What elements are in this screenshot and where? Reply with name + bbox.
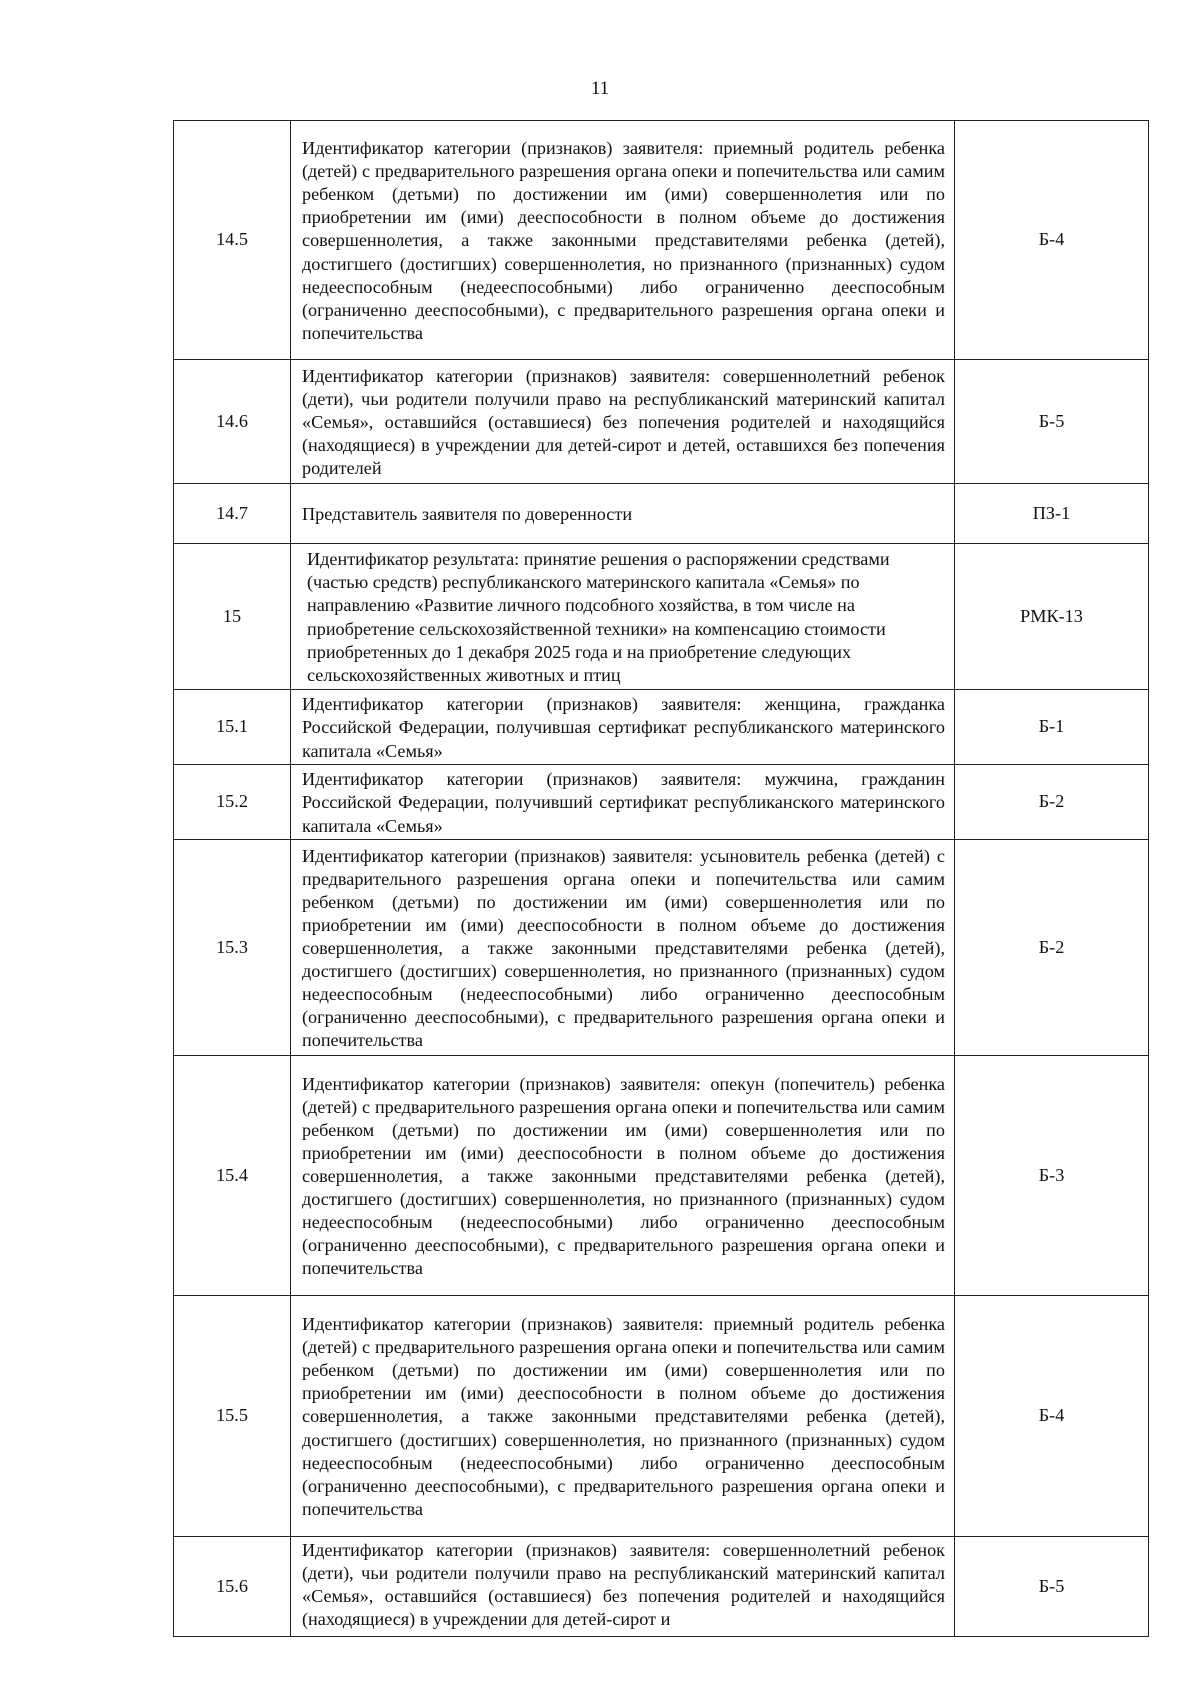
row-number: 15.3 <box>174 840 291 1056</box>
table-row <box>174 360 1149 484</box>
row-description: Представитель заявителя по доверенности <box>291 484 955 544</box>
row-number: 15.1 <box>174 690 291 765</box>
table-row <box>174 1296 1149 1537</box>
row-number: 15.4 <box>174 1056 291 1296</box>
row-number: 15 <box>174 544 291 690</box>
row-code: Б-2 <box>955 840 1149 1056</box>
row-description: Идентификатор категории (признаков) заявителя: усыновитель ребенка (детей) с предварительного разрешения органа опеки и попечительства или самим ребенком (детьми) по достижении им (ими) совершеннолетия или по приобретении им (ими) дееспособности в полном объеме до достижения совершеннолетия, а также законными представителями ребенка (детей), достигшего (достигших) совершеннолетия, но признанного (признанных) судом недееспособным (недееспособными) либо ограниченно дееспособным (ограниченно дееспособными), с предварительного разрешения органа опеки и попечительства <box>291 840 955 1056</box>
row-code: Б-5 <box>955 360 1149 484</box>
table-row <box>174 1056 1149 1296</box>
row-description: Идентификатор категории (признаков) заявителя: приемный родитель ребенка (детей) с предварительного разрешения органа опеки и попечительства или самим ребенком (детьми) по достижении им (ими) совершеннолетия или по приобретении им (ими) дееспособности в полном объеме до достижения совершеннолетия, а также законными представителями ребенка (детей), достигшего (достигших) совершеннолетия, но признанного (признанных) судом недееспособным (недееспособными) либо ограниченно дееспособным (ограниченно дееспособными), с предварительного разрешения органа опеки и попечительства <box>291 1296 955 1537</box>
row-description: Идентификатор категории (признаков) заявителя: опекун (попечитель) ребенка (детей) с предварительного разрешения органа опеки и попечительства или самим ребенком (детьми) по достижении им (ими) совершеннолетия или по приобретении им (ими) дееспособности в полном объеме до достижения совершеннолетия, а также законными представителями ребенка (детей), достигшего (достигших) совершеннолетия, но признанного (признанных) судом недееспособным (недееспособными) либо ограниченно дееспособным (ограниченно дееспособными), с предварительного разрешения органа опеки и попечительства <box>291 1056 955 1296</box>
row-description: Идентификатор категории (признаков) заявителя: мужчина, гражданин Российской Федерации, получивший сертификат республиканского материнского капитала «Семья» <box>291 765 955 840</box>
row-number: 14.6 <box>174 360 291 484</box>
row-code: Б-1 <box>955 690 1149 765</box>
table-row <box>174 121 1149 360</box>
row-description: Идентификатор результата: принятие решения о распоряжении средствами (частью средств) республиканского материнского капитала «Семья» по направлению «Развитие личного подсобного хозяйства, в том числе на приобретение сельскохозяйственной техники» на компенсацию стоимости приобретенных до 1 декабря 2025 года и на приобретение следующих сельскохозяйственных животных и птиц <box>291 544 955 690</box>
table-row <box>174 765 1149 840</box>
row-code: Б-4 <box>955 121 1149 360</box>
row-description: Идентификатор категории (признаков) заявителя: женщина, гражданка Российской Федерации, получившая сертификат республиканского материнского капитала «Семья» <box>291 690 955 765</box>
row-number: 15.2 <box>174 765 291 840</box>
row-code: Б-3 <box>955 1056 1149 1296</box>
row-description: Идентификатор категории (признаков) заявителя: совершеннолетний ребенок (дети), чьи родители получили право на республиканский материнский капитал «Семья», оставшийся (оставшиеся) без попечения родителей и находящийся (находящиеся) в учреждении для детей-сирот и <box>291 1537 955 1637</box>
row-description: Идентификатор категории (признаков) заявителя: совершеннолетний ребенок (дети), чьи родители получили право на республиканский материнский капитал «Семья», оставшийся (оставшиеся) без попечения родителей и находящийся (находящиеся) в учреждении для детей-сирот и детей, оставшихся без попечения родителей <box>291 360 955 484</box>
row-code: Б-2 <box>955 765 1149 840</box>
page-number: 11 <box>590 78 610 99</box>
row-code: Б-5 <box>955 1537 1149 1637</box>
row-description: Идентификатор категории (признаков) заявителя: приемный родитель ребенка (детей) с предварительного разрешения органа опеки и попечительства или самим ребенком (детьми) по достижении им (ими) совершеннолетия или по приобретении им (ими) дееспособности в полном объеме до достижения совершеннолетия, а также законными представителями ребенка (детей), достигшего (достигших) совершеннолетия, но признанного (признанных) судом недееспособным (недееспособными) либо ограниченно дееспособным (ограниченно дееспособными), с предварительного разрешения органа опеки и попечительства <box>291 121 955 360</box>
row-code: РМК-13 <box>955 544 1149 690</box>
table-row <box>174 690 1149 765</box>
identifiers-table <box>173 120 1149 1637</box>
table-row <box>174 484 1149 544</box>
row-number: 15.6 <box>174 1537 291 1637</box>
row-number: 14.7 <box>174 484 291 544</box>
row-number: 15.5 <box>174 1296 291 1537</box>
row-number: 14.5 <box>174 121 291 360</box>
table-row <box>174 1537 1149 1637</box>
table-row <box>174 840 1149 1056</box>
row-code: Б-4 <box>955 1296 1149 1537</box>
row-code: ПЗ-1 <box>955 484 1149 544</box>
table-row <box>174 544 1149 690</box>
